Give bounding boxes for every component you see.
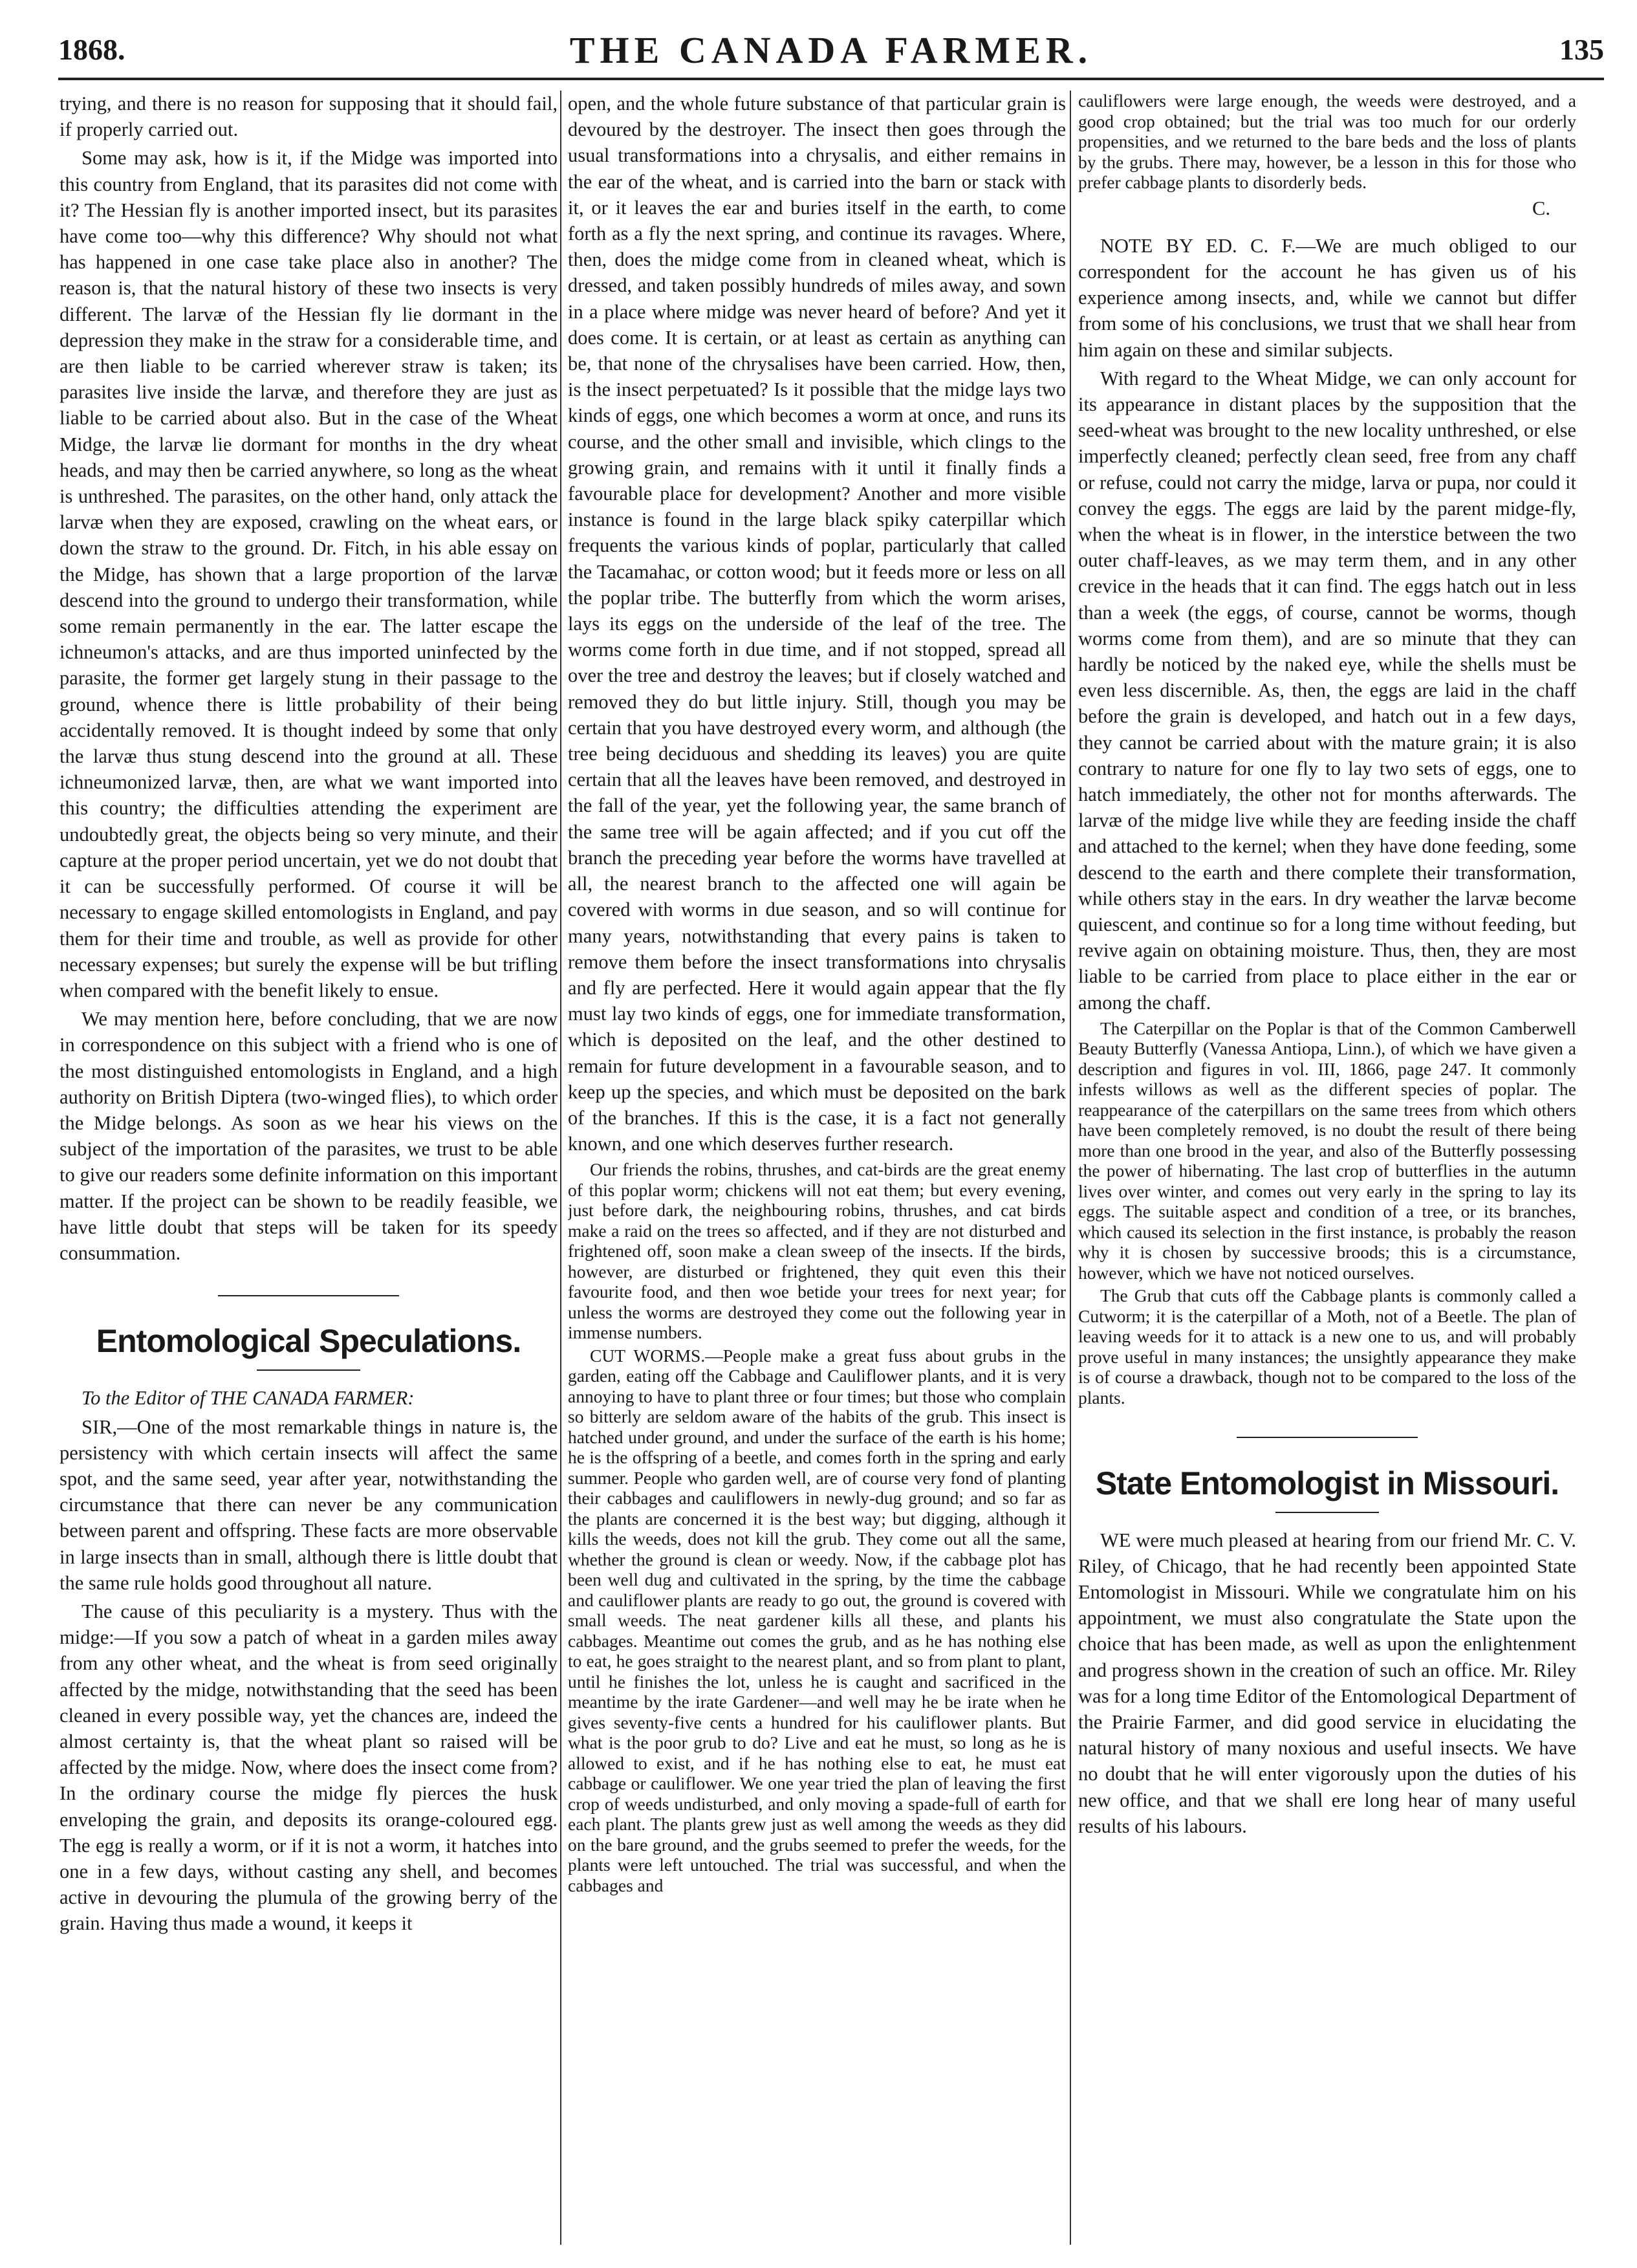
section-divider — [1078, 1421, 1576, 1446]
paragraph: trying, and there is no reason for supposing that it should fail, if properly carried out. — [60, 93, 558, 141]
column-divider — [1070, 91, 1071, 2245]
divider-rule — [218, 1295, 399, 1296]
header-year: 1868. — [58, 33, 125, 66]
paragraph: The cause of this peculiarity is a mystery. Thus with the midge:—If you sow a patch of wheat in a garden miles away from any other wheat, and the wheat is from seed originally affected by the midge, notwithstanding that the seed has been cleaned in every possible way, yet the chances are, indeed the almost certainty is, that the wheat plant so raised will be affected by the midge. Now, where does the insect come from? In the ordinary course the midge fly pierces the husk enveloping the grain, and deposits its orange-coloured egg. The egg is really a worm, or if it is not a worm, it hatches into one in a few days, without casting any shell, and becomes active in devouring the plumula of the growing berry of the grain. Having thus made a wound, it keeps it — [60, 1600, 558, 1935]
header-rule — [58, 78, 1604, 80]
masthead-title: THE CANADA FARMER. — [569, 29, 1093, 71]
small-type-block — [1078, 91, 1576, 193]
paragraph: The Grub that cuts off the Cabbage plants is commonly called a Cutworm; it is the caterpillar of a Moth, not of a Beetle. The plan of leaving weeds for it to attack is a new one to us, and will probably prove useful in many instances; the unsightly appearance they make is of course a drawback, though not to be compared to the loss of the plants. — [1078, 1285, 1576, 1408]
small-type-block — [568, 1159, 1066, 1895]
paragraph: open, and the whole future substance of that particular grain is devoured by the destroyer. The insect then goes through the usual transformations into a chrysalis, and either remains in the ear of the wheat, and is carried into the barn or stack with it, or it leaves the ear and buries itself in the earth, to come forth as a fly the next spring, and continue its ravages. Where, then, does the midge come from in cleaned wheat, which is dressed, and taken possibly hundreds of miles away, and sown in a place where midge was never heard of before? And yet it does come. It is certain, or at least as certain as anything can be, that none of the chrysalises have been carried. How, then, is the insect perpetuated? Is it possible that the midge lays two kinds of eggs, one which becomes a worm at once, and runs its course, and the other small and invisible, which clings to the growing grain, and remains with it until it finally finds a favourable place for development? Another and more visible instance is found in the large black spiky caterpillar which frequents the various kinds of poplar, particularly that called the Tacamahac, or cotton wood; but it feeds more or less on all the poplar tribe. The butterfly from which the worm arises, lays its eggs on the underside of the leaf of the tree. The worms come forth in due time, and if not stopped, spread all over the tree and destroy the leaves; but if closely watched and removed they do but little injury. Still, though you may be certain that you have destroyed every worm, and although (the tree being deciduous and shedding its leaves) you are quite certain that all the leaves have been removed, and destroyed in the fall of the year, yet the following year, the same branch of the same tree will be again affected; and if you cut off the branch the preceding year before the worms have travelled at all, the nearest branch to the affected one will again be covered with worms in due season, and so will continue for many years, notwithstanding that every pains is taken to remove them before the insect transformations into chrysalis and fly are perfected. Here it would again appear that the fly must lay two kinds of eggs, one for immediate transformation, which is deposited on the leaf, and the other destined to remain for future development in a favourable season, and to keep up the species, and which must be deposited on the bark of the branches. If this is the case, it is a fact not generally known, and one which deserves further research. — [568, 93, 1066, 1155]
column-2 — [568, 91, 1066, 2245]
divider-rule — [1237, 1437, 1418, 1438]
paragraph: WE were much pleased at hearing from our friend Mr. C. V. Riley, of Chicago, that he had recently been appointed State Entomologist in Missouri. While we congratulate him on his appointment, we must also congratulate the State upon the choice that has been made, as well as upon the enlightenment and progress shown in the creation of such an office. Mr. Riley was for a long time Editor of the Entomological Department of the Prairie Farmer, and did good service in elucidating the natural history of many noxious and useful insects. We have no doubt that he will enter vigorously upon the duties of his new office, and that we shall ere long hear of many useful results of his labours. — [1078, 1529, 1576, 1837]
paragraph: Some may ask, how is it, if the Midge was imported into this country from England, that its parasites did not come with it? The Hessian fly is another imported insect, but its parasites have come too—why this difference? Why should not what has happened in one case take place also in another? The reason is, that the natural history of these two insects is very different. The larvæ of the Hessian fly lie dormant in the depression they make in the straw for a considerable time, and are then liable to be carried wherever straw is taken; its parasites live inside the larvæ, and therefore they are just as liable to be carried about also. But in the case of the Wheat Midge, the larvæ lie dormant for months in the dry wheat heads, and may then be carried anywhere, so long as the wheat is unthreshed. The parasites, on the other hand, only attack the larvæ when they are exposed, crawling on the wheat ears, or down the straw to the ground. Dr. Fitch, in his able essay on the Midge, has shown that a large proportion of the larvæ descend into the ground to undergo their transformation, while some remain permanently in the ear. The latter escape the ichneumon's attacks, and are thus imported uninfected by the parasite, the former get largely stung in their passage to the ground, whence there is little probability of their being accidentally removed. It is thought indeed by some that only the larvæ thus stung descend into the ground at all. These ichneumonized larvæ, then, are what we want imported into this country; the difficulties attending the experiment are undoubtedly great, the objects being so very minute, and their capture at the proper period uncertain, yet we do not doubt that it can be successfully performed. Of course it will be necessary to engage skilled entomologists in England, and pay them for their time and trouble, as well as provide for other necessary expenses; but surely the expense will be but trifling when compared with the benefit likely to ensue. — [60, 147, 558, 1001]
letter-signature: C. — [1532, 197, 1550, 219]
paragraph: The Caterpillar on the Poplar is that of the Common Camberwell Beauty Butterfly (Vanessa Antiopa, Linn.), of which we have given a description and figures in vol. III, 1866, page 247. It commonly infests willows as well as the different species of poplar. The reappearance of the caterpillars on the same trees from which others have been completely removed, is no doubt the result of there being more than one brood in the year, and also of the Butterfly possessing the power of hibernating. The last crop of butterflies in the autumn lives over winter, and comes out very early in the spring to lay its eggs. The suitable aspect and condition of a tree, or its branches, which caused its selection in the first instance, is probably the reason why it is chosen by successive broods; this is a circumstance, however, which we have not noticed ourselves. — [1078, 1018, 1576, 1283]
heading-underline — [1275, 1512, 1379, 1513]
section-divider — [60, 1279, 558, 1305]
small-type-block — [1078, 1018, 1576, 1408]
column-1 — [60, 91, 558, 2245]
editor-note: NOTE BY ED. C. F.—We are much obliged to our correspondent for the account he has given us of his experience among insects, and, while we cannot but differ from some of his conclusions, we trust that we shall hear from him again on these and similar subjects. — [1078, 234, 1576, 361]
heading-underline — [257, 1369, 360, 1371]
paragraph: cauliflowers were large enough, the weeds were destroyed, and a good crop obtained; but the trial was too much for our orderly propensities, and we returned to the bare beds and the loss of plants by the grubs. There may, however, be a lesson in this for those who prefer cabbage plants to disorderly beds. — [1078, 91, 1576, 192]
paragraph: CUT WORMS.—People make a great fuss about grubs in the garden, eating off the Cabbage and Cauliflower plants, and it is very annoying to have to plant three or four times; but those who complain so bitterly are seldom aware of the habits of the grub. This insect is hatched under ground, and under the surface of the earth is his home; he is the offspring of a beetle, and comes forth in the spring and early summer. People who garden well, are of course very fond of planting their cabbages and cauliflowers in newly-dug ground; and so far as the plants are concerned it is the best way; but digging, although it kills the weeds, does not kill the grub. They come out all the same, whether the ground is clean or weedy. Now, if the cabbage plot has been well dug and cultivated in the spring, by the time the cabbage and cauliflower plants are ready to go out, the ground is covered with small weeds. The neat gardener kills all these, and plants his cabbages. Meantime out comes the grub, and as he has nothing else to eat, he goes straight to the nearest plant, and so from plant to plant, until he finishes the lot, unless he is caught and sacrificed in the meantime by the irate Gardener—and well may he be irate when he gives seventy-five cents a hundred for his cauliflower plants. But what is the poor grub to do? Live and eat he must, so long as he is allowed to exist, and if he has nothing else to eat, he must eat cabbage or cauliflower. We one year tried the plan of leaving the first crop of weeds undisturbed, and only moving a spade-full of earth for each plant. The plants grew just as well among the weeds as they did on the bare ground, and the grubs seemed to prefer the weeds, for the plants were left untouched. The trial was successful, and when the cabbages and — [568, 1345, 1066, 1895]
letter-salutation: To the Editor of THE CANADA FARMER: — [81, 1387, 415, 1410]
paragraph: We may mention here, before concluding, that we are now in correspondence on this subject with a friend who is one of the most distinguished entomologists in England, and a high authority on British Diptera (two-winged flies), to which order the Midge belongs. As soon as we hear his views on the subject of the importation of the parasites, we trust to be able to give our readers some definite information on this important matter. If the project can be shown to be readily feasible, we have little doubt that steps will be taken for its speedy consummation. — [60, 1008, 558, 1264]
column-divider — [560, 91, 561, 2245]
paragraph: With regard to the Wheat Midge, we can only account for its appearance in distant places by the supposition that the seed-wheat was brought to the new locality unthreshed, or else imperfectly cleaned; perfectly clean seed, free from any chaff or refuse, could not carry the midge, larva or pupa, nor could it convey the eggs. The eggs are laid by the parent midge-fly, when the wheat is in flower, in the interstice between the two outer chaff-leaves, as we may term them, and in any other crevice in the heads that it can find. The eggs hatch out in less than a week (the eggs, of course, cannot be worms, though worms come from them), and are so minute that they can hardly be noticed by the naked eye, while the shells must be even less discernible. As, then, the eggs are laid in the chaff before the grain is developed, and hatch out in a few days, they cannot be carried about with the mature grain; it is also contrary to nature for one fly to lay two sets of eggs, one to hatch immediately, the other not for months afterwards. The larvæ of the midge live while they are feeding inside the chaff and attached to the kernel; when they have done feeding, some descend to the earth and there complete their transformation, while others stay in the ears. In dry weather the larvæ become quiescent, and continue so for a long time without feeding, but revive again on obtaining moisture. Thus, then, they are most liable to be carried from place to place either in the ear or among the chaff. — [1078, 367, 1576, 1014]
paragraph: SIR,—One of the most remarkable things in nature is, the persistency with which certain insects will affect the same spot, and the same seed, year after year, notwithstanding the circumstance that there can never be any communication between parent and offspring. These facts are more observable in large insects than in small, although there is little doubt that the same rule holds good throughout all nature. — [60, 1415, 558, 1594]
column-3 — [1078, 91, 1576, 2245]
page-header — [58, 26, 1604, 78]
page-number: 135 — [1559, 33, 1604, 66]
paragraph: Our friends the robins, thrushes, and cat-birds are the great enemy of this poplar worm; chickens will not eat them; but every evening, just before dark, the neighbouring robins, thrushes, and cat birds make a raid on the trees so affected, and if they are not disturbed and frightened off, soon make a clean sweep of the insects. If the birds, however, are disturbed or frightened, they quit even this their favourite food, and then woe betide your trees for next year; for unless the worms are destroyed they come out the following year in immense numbers. — [568, 1159, 1066, 1343]
section-heading: Entomological Speculations. — [96, 1323, 521, 1360]
section-heading: State Entomologist in Missouri. — [1095, 1465, 1559, 1501]
